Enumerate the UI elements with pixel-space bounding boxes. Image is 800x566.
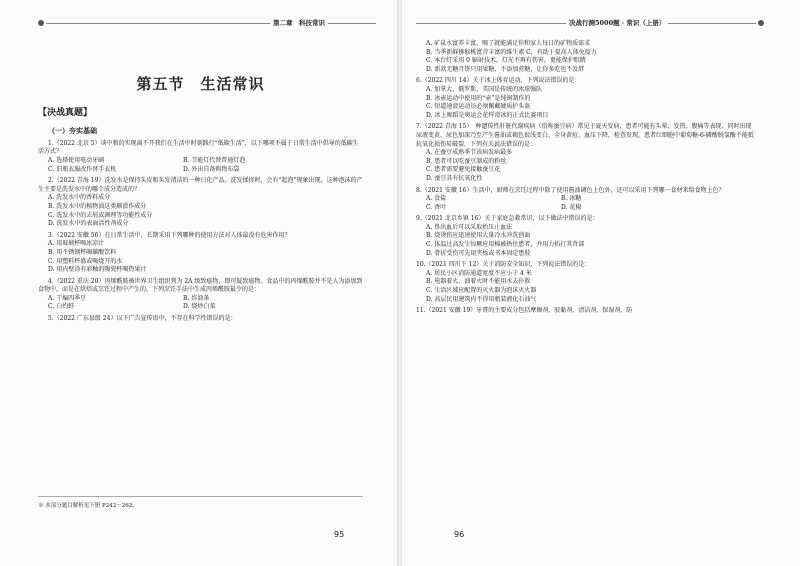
question [38,315,363,324]
answer-option: B. 用不锈钢杯喝碳酸饮料 [48,248,117,256]
answer-option: B. 电器着火、油着火时不能用水去扑救 [426,278,531,286]
answer-option: B. 烧烫伤应迅速使用大量冷水冲洗创面 [426,232,531,240]
answer-option: B. 患者可以吃蚕豆制成的粉丝 [426,157,507,165]
page-number: 96 [454,530,465,539]
question-stem: 3.（2022 安徽 56）在日常生活中，长期采用下列哪种的使用方法对人体最没有危害作用？ [48,231,291,239]
header-dot-icon [38,20,44,26]
option-row [38,303,363,312]
answer-option: D. 骨折受伤可先用夹板或书本固定患肢 [426,249,531,257]
option-row [416,195,756,204]
answer-option: A. 用玻璃杯喝冰凉汁 [48,240,105,248]
question-stem: 8.（2021 安徽 16）生活中，厨师在烹饪过程中除了使用酱油调色上色外，还可以采用下列哪一食材来给食物上色？ [416,186,725,194]
answer-option: A. 食盐 [426,195,447,203]
option-row [38,166,363,175]
answer-option: C. 白灼虾 [48,303,75,311]
section-title: 第五节 生活常识 [136,75,265,93]
option-row [416,204,756,213]
answer-option: D. 蚕豆具有抗氧化性 [426,174,483,182]
question-stem: 11.（2021 安徽 19）牙膏的主要成分包括摩擦剂、胶黏剂、清洁剂、保湿剂、防 [416,307,633,315]
answer-option: A. 矿泉水富养卡富，喝了就能满足你和家人每日的矿物质需求 [426,40,591,47]
answer-option: D. 用内壁涂有彩釉的陶瓷杯喝热果汁 [48,266,147,274]
question-stem: 9.（2021 北京乡镇 16）关于家庭急救常识，以下做法中错误的是： [416,215,599,223]
answer-option: C. 用塑料杯盛或喝烧开的水 [48,257,123,265]
question [38,232,363,275]
answer-option: C. 香叶 [426,203,447,211]
answer-option: A. 鼻出血后可以采取抬压止血法 [426,223,513,231]
question [38,140,363,174]
answer-option: C. 洗发水中的去屑或调理等功能性成分 [48,211,153,219]
answer-option: B. 洗发水中的植物油这类顺滑作成分 [48,202,147,210]
answer-option: D. 新款无糖月饼只用果糖，不添加蔗糖，让你多吃也不发胖 [426,65,585,73]
running-header [416,16,764,30]
answer-option: A. 洗发水中的香料成分 [48,194,111,202]
question-list [38,140,363,324]
answer-option: A. 居民小区消防通道宽度不应小于 4 米 [426,269,532,277]
answer-option: A. 在蚕豆成熟季节该病发病最多 [426,149,513,157]
left-page [0,0,398,566]
section-banner: 【决战真题】 [38,107,93,118]
answer-option: C. 本台灯采用 0 辐射技术，灯光不再有伤害，更能保护眼睛 [426,57,586,65]
subsection-title: （一）夯实基础 [48,126,97,136]
page-number: 95 [334,530,345,539]
left-page-body [38,40,363,324]
answer-option: D. 烧炒白菜 [183,303,216,311]
answer-option: C. 生活区域应配置的灭火器为泡沫灭火器 [426,287,537,295]
header-dot-icon [758,20,764,26]
question-stem: 6.（2022 四川 14）关于冰上体育运动，下列说法错误的是： [416,77,581,85]
answer-option: B. 当季新鲜猕猴桃富含丰富的维生素 C，有助于提高人体免疫力 [426,48,597,56]
option-row [38,157,363,166]
question-stem: 2.（2022 青海 19）洗发水是保持头皮和头发清洁的一种日化产品。洗发揉搓时，会有“起泡”现象出现。这种泡沫的产生主要是洗发水中的哪个成分造成的？ [38,177,363,193]
answer-option: D. 高层民用建筑内不得用瓶装液化石油气 [426,295,537,303]
question-stem: 5.（2022 广东县级 24）以下广告宣传语中，不存在科学性错误的是： [48,315,237,323]
question [38,177,363,229]
question [38,278,363,312]
answer-option: C. 旧瓶衣服改作替手衣机 [48,165,117,173]
answer-option: A. 选择使用电动牙刷 [48,156,105,164]
question-stem: 7.（2022 青海 15） 种遗传性肝脏代谢疾病（俗称蚕豆病）常见于夏天发病，患者可能有头晕、发热、腹痛等表现，同时出现尿液变黄、尿色加深乃至产生酱油或褐色很浅变白、全身黄疸、血压下降，检查发现，患者红细胞中葡萄糖-6-磷酸脱氢酶不能抵抗氧化损伤易破裂，下列有关说法错误的是： [416,123,754,148]
answer-option: B. 冰糖 [561,195,582,203]
answer-option: D. 花椒 [561,203,582,211]
answer-option: A. 加拿大、俄罗斯、美国是传统的冰球强队 [426,85,543,93]
answer-option: B. 冰壶运动中使用的“壶”是纯铜制作的 [426,94,531,102]
answer-option: C. 体温过高发生惊厥应用棉被捂住患者，并用力掐打其背部 [426,241,585,249]
question-stem: 10.（2021 四川下 12）关于消防安全知识，下列说法错误的是： [416,261,591,269]
answer-option: D. 洗发水中的表面活性剂成分 [48,220,129,228]
answer-option: B. 炸油条 [183,294,210,302]
answer-option: C. 患者需要避免接触蚕豆花 [426,166,501,174]
right-page [402,0,800,566]
answer-option: C. 短道速滑运动员必须佩戴硬质护头盔 [426,103,531,111]
question-stem: 1.（2022 北京 5）谈中和的实现离不开我们在生活中时刻践行“低碳生活”，以下哪项不属于日常生活中倡导的低碳生活方式？ [38,139,359,156]
running-header [38,16,376,30]
answer-option: D. 外出自备购物布袋 [183,165,240,173]
answer-option: D. 冰上舞蹈是奥运会花样滑冰的正式比赛项目 [426,111,549,119]
book-title: 决战行测5000题 · 常识（上册） [566,16,668,30]
answer-option: A. 干煸四季豆 [48,294,87,302]
question-stem: 4.（2022 重庆 20）丙烯酰胺被世界卫生组织列为 2A 级致癌物，即可疑致癌物。食品中的丙烯酰胺并不是人为添加到食物中，而是在烘焙或烹饪过程中产生的。下列烹饪手法中生成丙烯酰胺最少的是： [38,277,363,294]
answer-option: B. 节能灯代替普通灯泡 [183,156,246,164]
footnote: ※ 本部分题目解析见下册 P242～262。 [38,496,363,509]
chapter-title: 第二章 科技常识 [270,16,328,30]
right-page-body [416,40,756,316]
